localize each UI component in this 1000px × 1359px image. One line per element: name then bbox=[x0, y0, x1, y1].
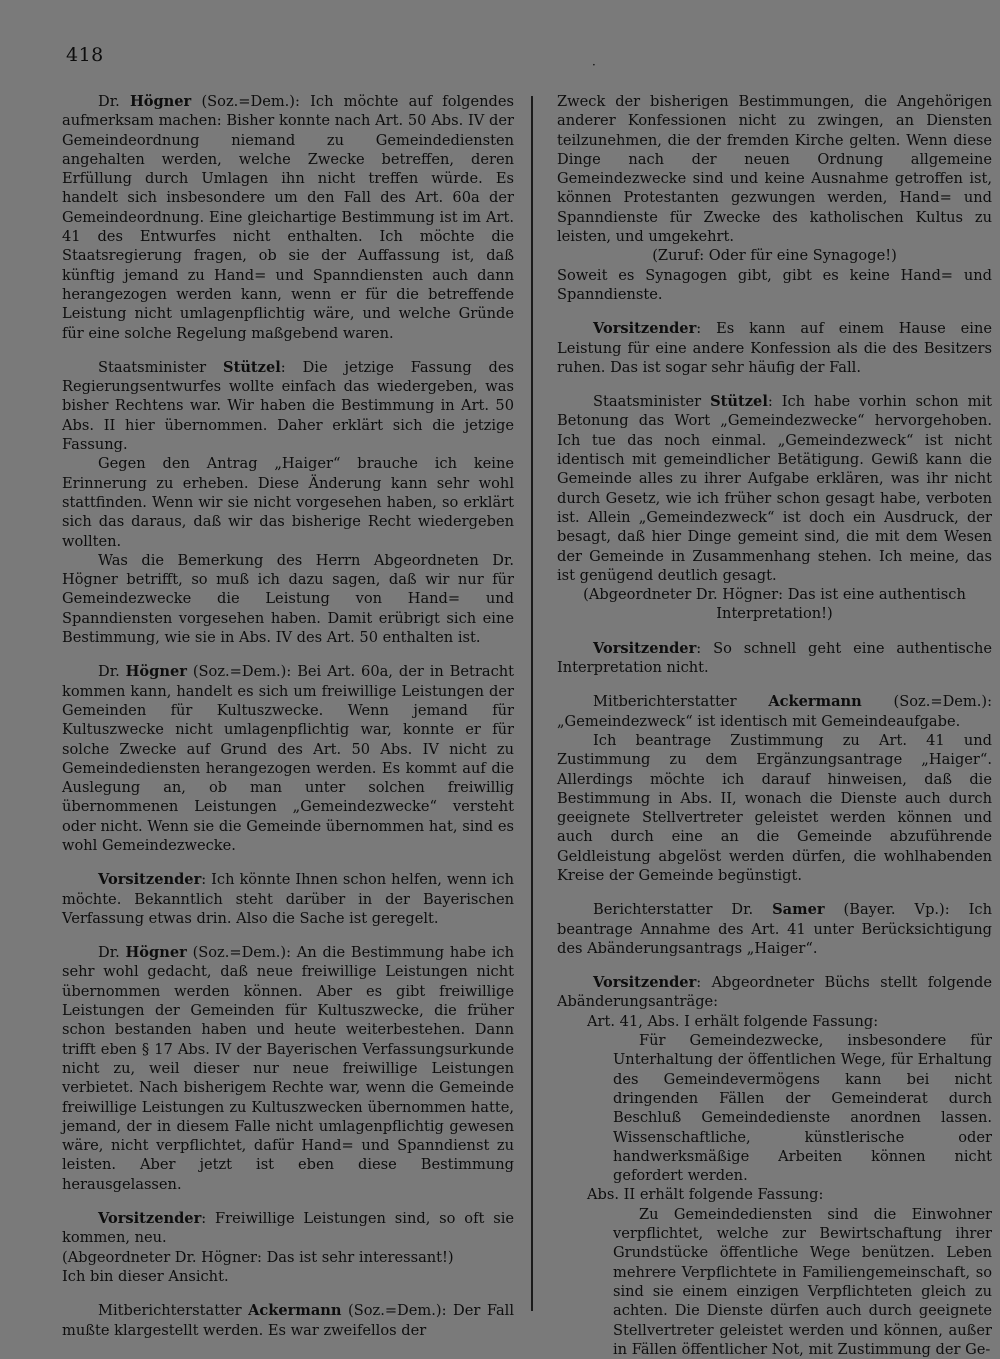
right-paragraph bbox=[557, 246, 992, 265]
paragraph-text: (Soz.=Dem.): An die Bestimmung habe ich sehr wohl gedacht, daß neue freiwillige Leistungen nicht übernommen werden können. Aber es gibt freiwillige Leistungen der Gemeinden für Kultuszwecke, die früher schon bestanden haben und heute weiterbestehen. Dann trifft eben § 17 Abs. IV der Bayerischen Verfassungsurkunde nicht zu, weil dieser nur neue freiwillige Leistungen verbietet. Nach bisherigem Rechte war, wenn die Gemeinde freiwillige Leistungen zu Kultuszwecken übernommen hatte, jemand, der in diesem Falle nicht umlagenpflichtig gewesen wäre, nicht verpflichtet, dafür Hand= und Spanndienst zu leisten. Aber jetzt ist eben diese Bestimmung herausgelassen. bbox=[62, 944, 514, 1193]
speaker-role: Berichterstatter Dr. bbox=[593, 901, 773, 919]
right-paragraph bbox=[557, 1185, 992, 1204]
speaker-name: Vorsitzender bbox=[98, 871, 202, 889]
page-mark: · bbox=[592, 58, 596, 72]
left-paragraph bbox=[62, 1267, 514, 1286]
speaker-name: Stützel bbox=[710, 393, 768, 411]
speaker-role: Staatsminister bbox=[98, 358, 224, 376]
right-paragraph bbox=[557, 639, 992, 678]
right-paragraph bbox=[557, 319, 992, 377]
paragraph-text: : So schnell geht eine authentische Interpretation nicht. bbox=[557, 639, 992, 677]
right-paragraph bbox=[557, 692, 992, 731]
right-paragraph bbox=[557, 1205, 992, 1359]
paragraph-text: : Abgeordneter Büchs stellt folgende Abänderungsanträge: bbox=[557, 974, 992, 1011]
paragraph-text: : Ich habe vorhin schon mit Betonung das Wort „Gemeindezwecke“ hervorgehoben. Ich tue das noch einmal. „Gemeindezweck“ ist nicht identisch mit gemeindlicher Betätigung. Gewiß kann die Gemeinde alles zu ihrer Aufgabe erklären, was ihr nicht durch Gesetz, wie ich früher schon gesagt habe, verboten ist. Allein „Gemeindezweck“ ist doch ein Ausdruck, der besagt, daß hier Dinge gemeint sind, die mit dem Wesen der Gemeinde in Zusammenhang stehen. Ich meine, das ist genügend deutlich gesagt. bbox=[557, 393, 992, 584]
speaker-role: Dr. bbox=[98, 93, 130, 110]
left-paragraph bbox=[62, 1209, 514, 1248]
speaker-role: Staatsminister bbox=[593, 393, 711, 411]
paragraph-text: : Es kann auf einem Hause eine Leistung für eine andere Konfession als die des Besitzers ruhen. Das ist sogar sehr häufig der Fall. bbox=[557, 320, 992, 376]
left-paragraph bbox=[62, 943, 514, 1194]
speaker-name: Högner bbox=[125, 944, 187, 962]
page-number: 418 bbox=[66, 44, 104, 66]
paragraph-text: Ich beantrage Zustimmung zu Art. 41 und Zustimmung zu dem Ergänzungsantrage „Haiger“. Allerdings möchte ich darauf hinweisen, daß die Bestimmung in Abs. II, wonach die Dienste auch durch geeignete Stellvertreter geleistet werden können und auch durch eine an die Gemeinde abzuführende Geldleistung abgelöst werden dürfen, die wohlhabenden Kreise der Gemeinde begünstigt. bbox=[557, 731, 992, 884]
paragraph-text: (Zuruf: Oder für eine Synagoge!) bbox=[652, 247, 897, 265]
speaker-name: Vorsitzender bbox=[98, 1210, 202, 1228]
speaker-name: Ackermann bbox=[248, 1302, 342, 1320]
left-column bbox=[62, 92, 514, 1340]
left-paragraph bbox=[62, 870, 514, 928]
left-paragraph bbox=[62, 662, 514, 855]
paragraph-text: (Abgeordneter Dr. Högner: Das ist sehr interessant!) bbox=[62, 1248, 454, 1266]
speaker-role: Dr. bbox=[98, 663, 126, 681]
speaker-role: Mitberichterstatter bbox=[593, 693, 769, 711]
left-paragraph bbox=[62, 1301, 514, 1340]
right-paragraph bbox=[557, 392, 992, 585]
column-divider bbox=[531, 96, 533, 1311]
right-column bbox=[557, 92, 992, 1359]
paragraph-text: (Soz.=Dem.): Der Fall mußte klargestellt werden. Es war zweifellos der bbox=[62, 1302, 515, 1339]
paragraph-text: Ich bin dieser Ansicht. bbox=[62, 1267, 229, 1285]
left-paragraph bbox=[62, 358, 514, 454]
paragraph-text: : Die jetzige Fassung des Regierungsentwurfes wollte einfach das wiedergeben, was bisher Rechtens war. Wir haben die Bestimmung in Art. 50 Abs. II hier übernommen. Daher erklärt sich die jetzige Fassung. bbox=[62, 358, 515, 454]
right-paragraph bbox=[557, 1012, 992, 1031]
speaker-name: Högner bbox=[125, 663, 187, 681]
speaker-name: Samer bbox=[772, 901, 825, 919]
speaker-name: Vorsitzender bbox=[593, 639, 697, 657]
paragraph-text: (Abgeordneter Dr. Högner: Das ist eine authentisch Interpretation!) bbox=[583, 586, 966, 623]
paragraph-text: : Freiwillige Leistungen sind, so oft sie kommen, neu. bbox=[62, 1210, 514, 1247]
speaker-role: Mitberichterstatter bbox=[98, 1302, 249, 1320]
paragraph-text: (Soz.=Dem.): „Gemeindezweck“ ist identisch mit Gemeindeaufgabe. bbox=[557, 693, 992, 730]
right-paragraph bbox=[557, 1031, 992, 1185]
speaker-name: Högner bbox=[129, 93, 192, 110]
paragraph-text: Zu Gemeindediensten sind die Einwohner verpflichtet, welche zur Bewirtschaftung ihrer Grundstücke öffentliche Wege benützen. Leben mehrere Verpflichtete in Familiengemeinschaft, so sind sie einem einzigen Verpflichteten gleich zu achten. Die Dienste dürfen auch durch geeignete Stellvertreter geleistet werden und können, außer in Fällen öffentlicher Not, mit Zustimmung der Ge- bbox=[613, 1205, 992, 1358]
paragraph-text: Gegen den Antrag „Haiger“ brauche ich keine Erinnerung zu erheben. Diese Änderung kann sehr wohl stattfinden. Wenn wir sie nicht vorgesehen haben, so erklärt sich das daraus, daß wir das bisherige Recht wiedergeben wollten. bbox=[62, 455, 514, 550]
paragraph-text: Abs. II erhält folgende Fassung: bbox=[587, 1186, 824, 1204]
speaker-name: Vorsitzender bbox=[593, 320, 697, 338]
speaker-role: Dr. bbox=[98, 944, 126, 962]
left-paragraph bbox=[62, 551, 514, 647]
paragraph-text: : Ich könnte Ihnen schon helfen, wenn ich möchte. Bekanntlich steht darüber in der Bayerischen Verfassung etwas drin. Also die Sache ist geregelt. bbox=[62, 871, 514, 927]
paragraph-text: Zweck der bisherigen Bestimmungen, die Angehörigen anderer Konfessionen nicht zu zwingen, an Diensten teilzunehmen, die der fremden Kirche gelten. Wenn diese Dinge nach der neuen Ordnung allgemeine Gemeindezwecke sind und keine Ausnahme getroffen ist, können Protestanten gezwungen werden, Hand= und Spanndienste für Zwecke des katholischen Kultus zu leisten, und umgekehrt. bbox=[557, 93, 992, 246]
left-paragraph bbox=[62, 454, 514, 550]
speaker-name: Stützel bbox=[223, 358, 281, 376]
left-paragraph bbox=[62, 1248, 514, 1267]
paragraph-text: Soweit es Synagogen gibt, gibt es keine Hand= und Spanndienste. bbox=[557, 266, 992, 303]
speaker-name: Ackermann bbox=[768, 693, 862, 711]
paragraph-text: Art. 41, Abs. I erhält folgende Fassung: bbox=[587, 1012, 879, 1030]
paragraph-text: Was die Bemerkung des Herrn Abgeordneten Dr. Högner betrifft, so muß ich dazu sagen, daß wir nur für Gemeindezwecke die Leistung von Hand= und Spanndiensten vorgesehen haben. Damit erübrigt sich eine Bestimmung, wie sie in Abs. IV des Art. 50 enthalten ist. bbox=[62, 551, 514, 647]
right-paragraph bbox=[557, 731, 992, 885]
paragraph-text: (Soz.=Dem.): Bei Art. 60a, der in Betracht kommen kann, handelt es sich um freiwillige Leistungen der Gemeinden für Kultuszwecke. Wenn jemand für Kultuszwecke nicht umlagenpflichtig war, konnte er für solche Zwecke auf Grund des Art. 50 Abs. IV nicht zu Gemeindediensten herangezogen werden. Es kommt auf die Auslegung an, ob man unter solchen freiwillig übernommenen Leistungen „Gemeindezwecke“ versteht oder nicht. Wenn sie die Gemeinde übernommen hat, sind es wohl Gemeindezwecke. bbox=[62, 663, 515, 854]
paragraph-text: (Bayer. Vp.): Ich beantrage Annahme des Art. 41 unter Berücksichtigung des Abänderungsantrags „Haiger“. bbox=[557, 901, 992, 957]
paragraph-text: (Soz.=Dem.): Ich möchte auf folgendes aufmerksam machen: Bisher konnte nach Art. 50 Abs. IV der Gemeindeordnung niemand zu Gemeindediensten angehalten werden, welche Zwecke betreffen, deren Erfüllung durch Umlagen ihn nicht treffen würde. Es handelt sich insbesondere um den Fall des Art. 60a der Gemeindeordnung. Eine gleichartige Bestimmung ist im Art. 41 des Entwurfes nicht enthalten. Ich möchte die Staatsregierung fragen, ob sie der Auffassung ist, daß künftig jemand zu Hand= und Spanndiensten auch dann herangezogen werden kann, wenn er für die betreffende Leistung nicht umlagenpflichtig wäre, und welche Gründe für eine solche Regelung maßgebend waren. bbox=[62, 93, 515, 342]
paragraph-text: Für Gemeindezwecke, insbesondere für Unterhaltung der öffentlichen Wege, für Erhaltung des Gemeindevermögens kann bei nicht dringenden Fällen der Gemeinderat durch Beschluß Gemeindedienste anordnen lassen. Wissenschaftliche, künstlerische oder handwerksmäßige Arbeiten können nicht gefordert werden. bbox=[613, 1032, 992, 1185]
right-paragraph bbox=[557, 585, 992, 624]
right-paragraph bbox=[557, 973, 992, 1012]
right-paragraph bbox=[557, 266, 992, 305]
speaker-name: Vorsitzender bbox=[593, 974, 697, 992]
right-paragraph bbox=[557, 900, 992, 958]
right-paragraph bbox=[557, 92, 992, 246]
left-paragraph bbox=[62, 92, 514, 343]
